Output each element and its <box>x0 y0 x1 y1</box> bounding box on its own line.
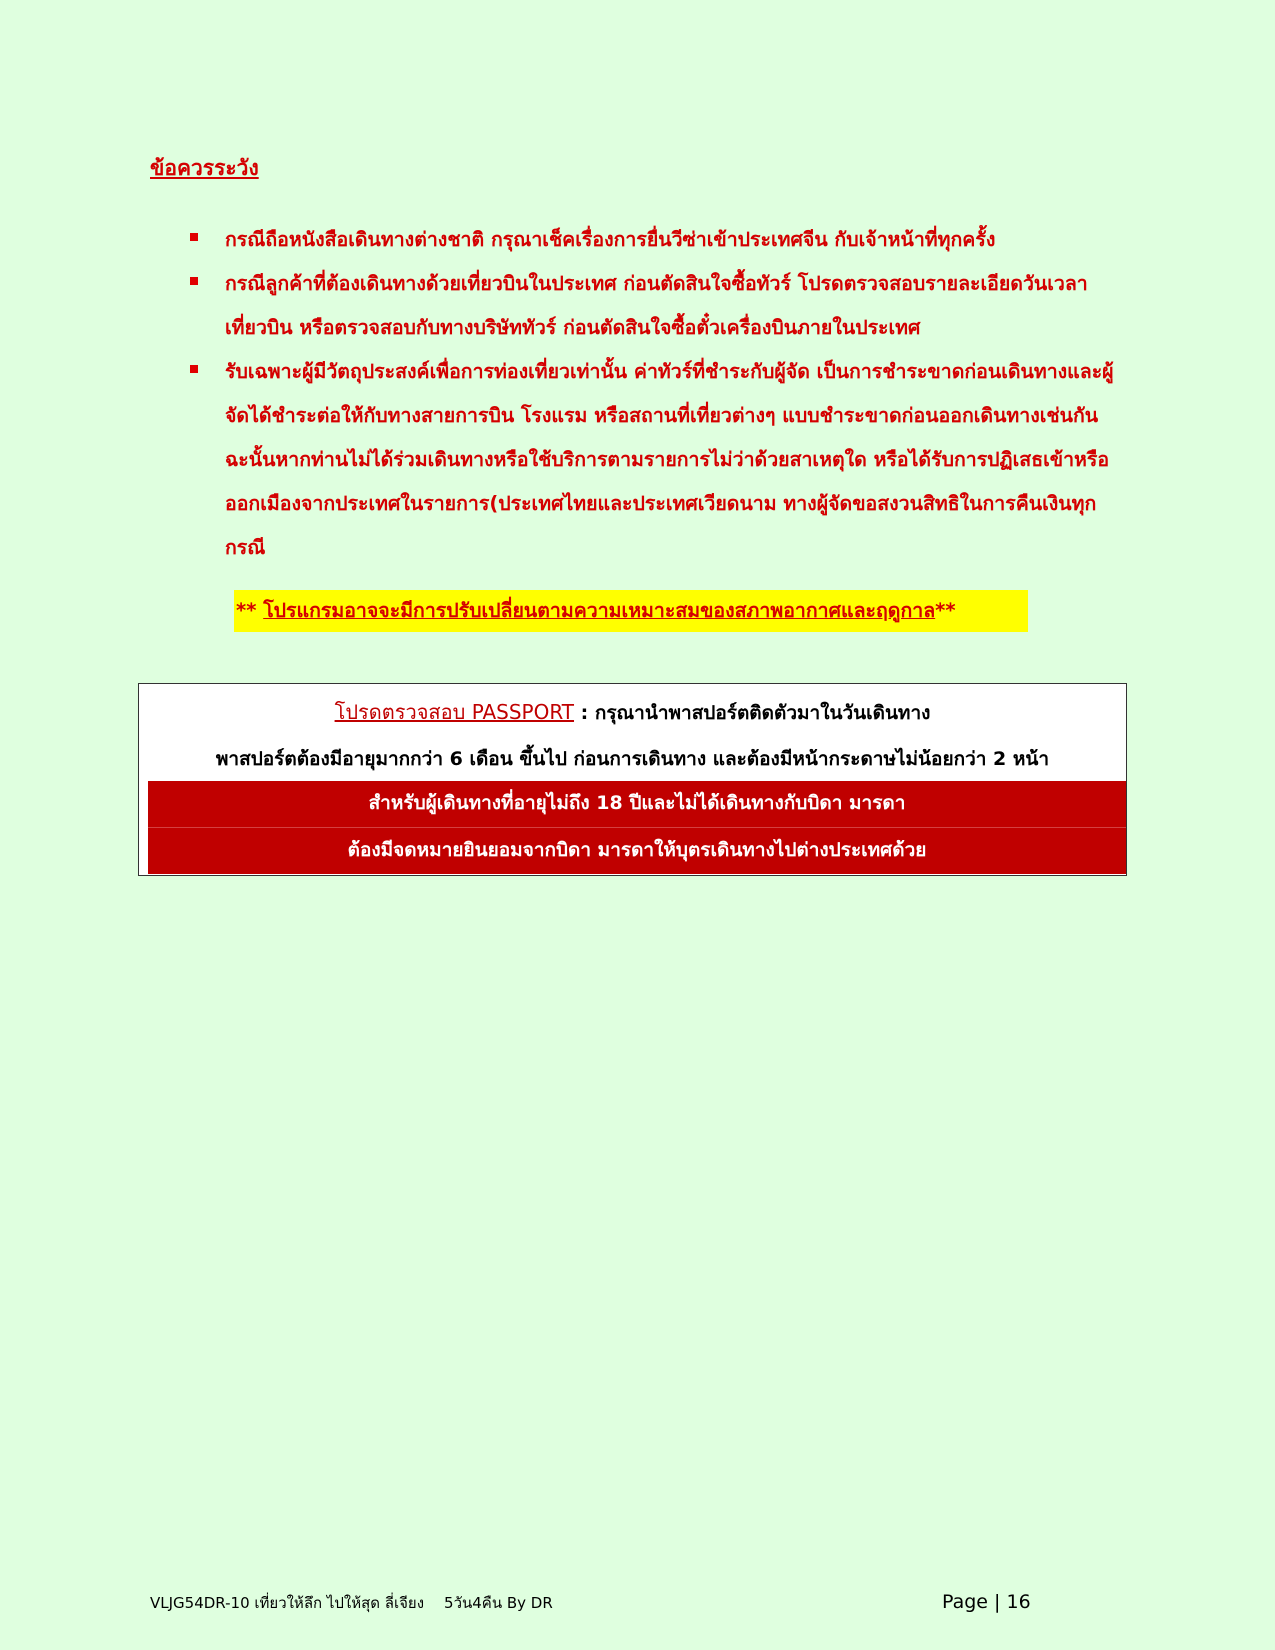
caution-text: กรณีถือหนังสือเดินทางต่างชาติ กรุณาเช็คเรื่องการยื่นวีซ่าเข้าประเทศจีน กับเจ้าหน้าที่ทุกครั้ง <box>225 228 996 251</box>
cautions-heading: ข้อควรระวัง <box>150 156 259 180</box>
caution-item <box>190 262 1120 350</box>
passport-check-link[interactable]: โปรดตรวจสอบ PASSPORT <box>334 700 575 724</box>
note-text: โปรแกรมอาจจะมีการปรับเปลี่ยนตามความเหมาะสมของสภาพอากาศและฤดูกาล <box>263 599 936 622</box>
square-bullet-icon <box>190 277 198 285</box>
consent-letter-notice: ต้องมีจดหมายยินยอมจากบิดา มารดาให้บุตรเดินทางไปต่างประเทศด้วย <box>148 827 1126 874</box>
caution-text: กรณีลูกค้าที่ต้องเดินทางด้วยเที่ยวบินในประเทศ ก่อนตัดสินใจซื้อทัวร์ โปรดตรวจสอบรายละเอียดวันเวลา เที่ยวบิน หรือตรวจสอบกับทางบริษัททัวร์ ก่อนตัดสินใจซื้อตั๋วเครื่องบินภายในประเทศ <box>225 272 1088 339</box>
caution-list <box>190 218 1120 570</box>
footer-duration: 5วัน4คืน By DR <box>444 1594 553 1612</box>
caution-text: รับเฉพาะผู้มีวัตถุประสงค์เพื่อการท่องเที่ยวเท่านั้น ค่าทัวร์ที่ชำระกับผู้จัด เป็นการชำระขาดก่อนเดินทางและผู้จัดได้ชำระต่อให้กับทางสายการบิน โรงแรม หรือสถานที่เที่ยวต่างๆ แบบชำระขาดก่อนออกเดินทางเช่นกัน ฉะนั้นหากท่านไม่ได้ร่วมเดินทางหรือใช้บริการตามรายการไม่ว่าด้วยสาเหตุใด หรือได้รับการปฏิเสธเข้าหรือออกเมืองจากประเทศในรายการ(ประเทศไทยและประเทศเวียดนาม ทางผู้จัดขอสงวนสิทธิในการคืนเงินทุกกรณี <box>225 360 1114 559</box>
passport-line-1-text: : กรุณานำพาสปอร์ตติดตัวมาในวันเดินทาง <box>574 702 931 724</box>
passport-line-2: พาสปอร์ตต้องมีอายุมากกว่า 6 เดือน ขึ้นไป ก่อนการเดินทาง และต้องมีหน้ากระดาษไม่น้อยกว่า 2 หน้า <box>215 748 1050 770</box>
footer-tour-code <box>150 1591 553 1615</box>
page-number: Page | 16 <box>942 1591 1031 1613</box>
square-bullet-icon <box>190 233 198 241</box>
minor-travel-notice: สำหรับผู้เดินทางที่อายุไม่ถึง 18 ปีและไม่ได้เดินทางกับบิดา มารดา <box>148 781 1126 827</box>
program-change-note <box>234 590 1028 632</box>
note-prefix: ** <box>236 599 264 622</box>
footer-code-title: VLJG54DR-10 เที่ยวให้ลึก ไปให้สุด ลี่เจียง <box>150 1594 425 1612</box>
caution-item <box>190 218 1120 262</box>
passport-notice-box <box>138 683 1127 876</box>
square-bullet-icon <box>190 365 198 373</box>
passport-line-1 <box>139 692 1126 732</box>
caution-item <box>190 350 1120 570</box>
note-suffix: ** <box>935 599 956 622</box>
